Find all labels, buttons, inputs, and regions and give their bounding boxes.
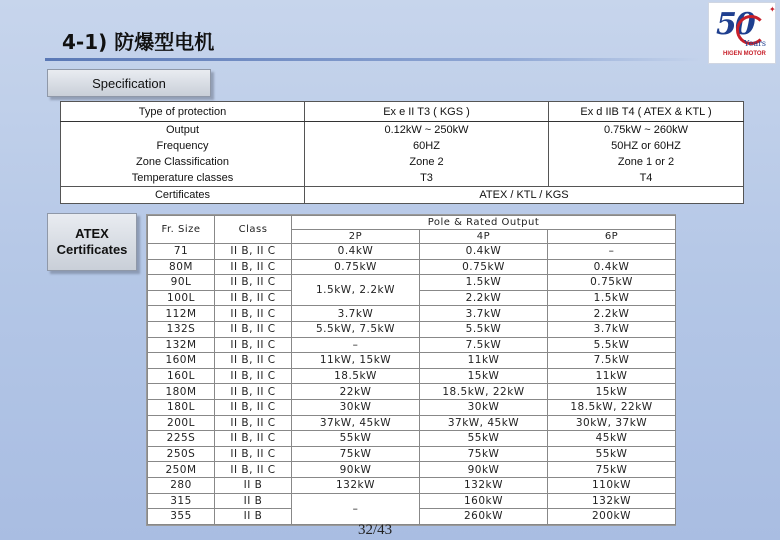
spec-row-label: Certificates [61,187,305,204]
output-cell: 3.7kW [292,306,420,322]
atex-label-line1: ATEX [75,226,109,241]
class-cell: II B, II C [215,259,292,275]
atex-label-line2: Certificates [56,242,128,257]
table-row [61,122,744,139]
frame-size-cell: 132M [148,337,215,353]
spec-cell: 0.75kW ~ 260kW [549,122,744,139]
output-cell: 30kW [420,399,548,415]
output-cell: 15kW [548,384,676,400]
output-cell: 0.75kW [548,275,676,291]
table-row [148,477,676,493]
frame-size-cell: 90L [148,275,215,291]
output-cell: 0.75kW [420,259,548,275]
frame-size-cell: 180L [148,399,215,415]
class-cell: II B [215,509,292,525]
output-cell: 11kW [548,368,676,384]
output-cell: 55kW [548,446,676,462]
output-cell: 11kW [420,353,548,369]
frame-size-cell: 315 [148,493,215,509]
class-cell: II B, II C [215,399,292,415]
table-row [61,187,744,204]
table-row [148,306,676,322]
output-cell: 15kW [420,368,548,384]
frame-size-cell: 160M [148,353,215,369]
output-cell: 132kW [292,477,420,493]
class-cell: II B, II C [215,306,292,322]
pole-header: 2P [292,230,420,244]
output-cell: 3.7kW [420,306,548,322]
output-cell: 5.5kW, 7.5kW [292,321,420,337]
output-cell: 2.2kW [548,306,676,322]
table-row [148,353,676,369]
output-cell: 0.4kW [548,259,676,275]
output-cell: – [548,244,676,260]
output-cell: 75kW [292,446,420,462]
specification-table [60,101,744,204]
table-row [148,321,676,337]
output-cell: 200kW [548,509,676,525]
class-cell: II B, II C [215,244,292,260]
spec-cell: ATEX / KTL / KGS [305,187,744,204]
output-cell: 0.4kW [292,244,420,260]
output-cell: 18.5kW, 22kW [420,384,548,400]
output-cell: 75kW [420,446,548,462]
output-cell: 7.5kW [548,353,676,369]
frame-size-cell: 180M [148,384,215,400]
output-cell: 0.75kW [292,259,420,275]
page-title: 4-1) 防爆型电机 [62,30,215,54]
output-cell: 22kW [292,384,420,400]
frame-size-cell: 100L [148,290,215,306]
output-cell: 90kW [292,462,420,478]
output-cell: 55kW [292,431,420,447]
table-row [148,446,676,462]
output-cell: – [292,493,420,524]
output-cell: 18.5kW [292,368,420,384]
spec-cell: Zone 2 [305,154,549,170]
frame-size-cell: 250M [148,462,215,478]
output-cell: 1.5kW, 2.2kW [292,275,420,306]
output-cell: 18.5kW, 22kW [548,399,676,415]
atex-rating-table [147,215,676,525]
table-row [148,368,676,384]
output-cell: 2.2kW [420,290,548,306]
output-cell: 5.5kW [548,337,676,353]
frame-size-cell: 280 [148,477,215,493]
frame-size-cell: 200L [148,415,215,431]
frame-size-cell: 160L [148,368,215,384]
class-cell: II B [215,493,292,509]
class-cell: II B, II C [215,384,292,400]
output-cell: 160kW [420,493,548,509]
output-cell: 75kW [548,462,676,478]
company-logo [708,2,776,64]
frame-size-cell: 225S [148,431,215,447]
frame-size-cell: 132S [148,321,215,337]
table-row [148,399,676,415]
class-cell: II B, II C [215,446,292,462]
table-row [148,244,676,260]
table-row [61,170,744,187]
frame-size-cell: 250S [148,446,215,462]
output-cell: – [292,337,420,353]
class-cell: II B, II C [215,431,292,447]
output-cell: 260kW [420,509,548,525]
output-cell: 11kW, 15kW [292,353,420,369]
output-cell: 90kW [420,462,548,478]
table-row [148,462,676,478]
output-cell: 132kW [548,493,676,509]
table-row [148,493,676,509]
output-cell: 5.5kW [420,321,548,337]
table-row [148,415,676,431]
table-row [148,384,676,400]
pole-header: 4P [420,230,548,244]
spec-row-label: Frequency [61,138,305,154]
output-cell: 55kW [420,431,548,447]
class-cell: II B [215,477,292,493]
title-underline [45,58,700,61]
pole-output-header: Pole & Rated Output [292,216,676,230]
class-cell: II B, II C [215,368,292,384]
output-cell: 37kW, 45kW [292,415,420,431]
table-row [148,337,676,353]
spec-row-label: Output [61,122,305,139]
table-row [148,216,676,230]
spec-cell: 0.12kW ~ 250kW [305,122,549,139]
output-cell: 37kW, 45kW [420,415,548,431]
output-cell: 30kW, 37kW [548,415,676,431]
logo-years: Years [744,39,767,48]
frame-size-cell: 355 [148,509,215,525]
star-icon: ✦ [769,5,776,14]
spec-row-label: Temperature classes [61,170,305,187]
class-header: Class [215,216,292,244]
output-cell: 0.4kW [420,244,548,260]
output-cell: 132kW [420,477,548,493]
spec-header-cell: Type of protection [61,102,305,122]
spec-cell: 50HZ or 60HZ [549,138,744,154]
atex-table-body [148,244,676,525]
spec-row-label: Zone Classification [61,154,305,170]
table-row [148,275,676,291]
output-cell: 1.5kW [420,275,548,291]
class-cell: II B, II C [215,321,292,337]
spec-cell: T4 [549,170,744,187]
pole-header: 6P [548,230,676,244]
atex-certificates-label [47,213,137,271]
page-number: 32/43 [358,522,393,538]
spec-cell: Zone 1 or 2 [549,154,744,170]
output-cell: 7.5kW [420,337,548,353]
spec-cell: T3 [305,170,549,187]
output-cell: 1.5kW [548,290,676,306]
table-row [61,138,744,154]
spec-header-cell: Ex d IIB T4 ( ATEX & KTL ) [549,102,744,122]
class-cell: II B, II C [215,353,292,369]
class-cell: II B, II C [215,462,292,478]
output-cell: 45kW [548,431,676,447]
logo-brand: HIGEN MOTOR [723,51,766,57]
table-row [148,431,676,447]
atex-table-container [146,214,676,526]
table-row [148,259,676,275]
frame-size-cell: 80M [148,259,215,275]
output-cell: 30kW [292,399,420,415]
frame-size-header: Fr. Size [148,216,215,244]
spec-header-cell: Ex e II T3 ( KGS ) [305,102,549,122]
logo-number: 50 [716,7,754,42]
class-cell: II B, II C [215,290,292,306]
frame-size-cell: 71 [148,244,215,260]
output-cell: 110kW [548,477,676,493]
table-row [61,102,744,122]
output-cell: 3.7kW [548,321,676,337]
specification-label: Specification [47,69,211,97]
frame-size-cell: 112M [148,306,215,322]
spec-cell: 60HZ [305,138,549,154]
class-cell: II B, II C [215,337,292,353]
table-row [61,154,744,170]
class-cell: II B, II C [215,275,292,291]
class-cell: II B, II C [215,415,292,431]
